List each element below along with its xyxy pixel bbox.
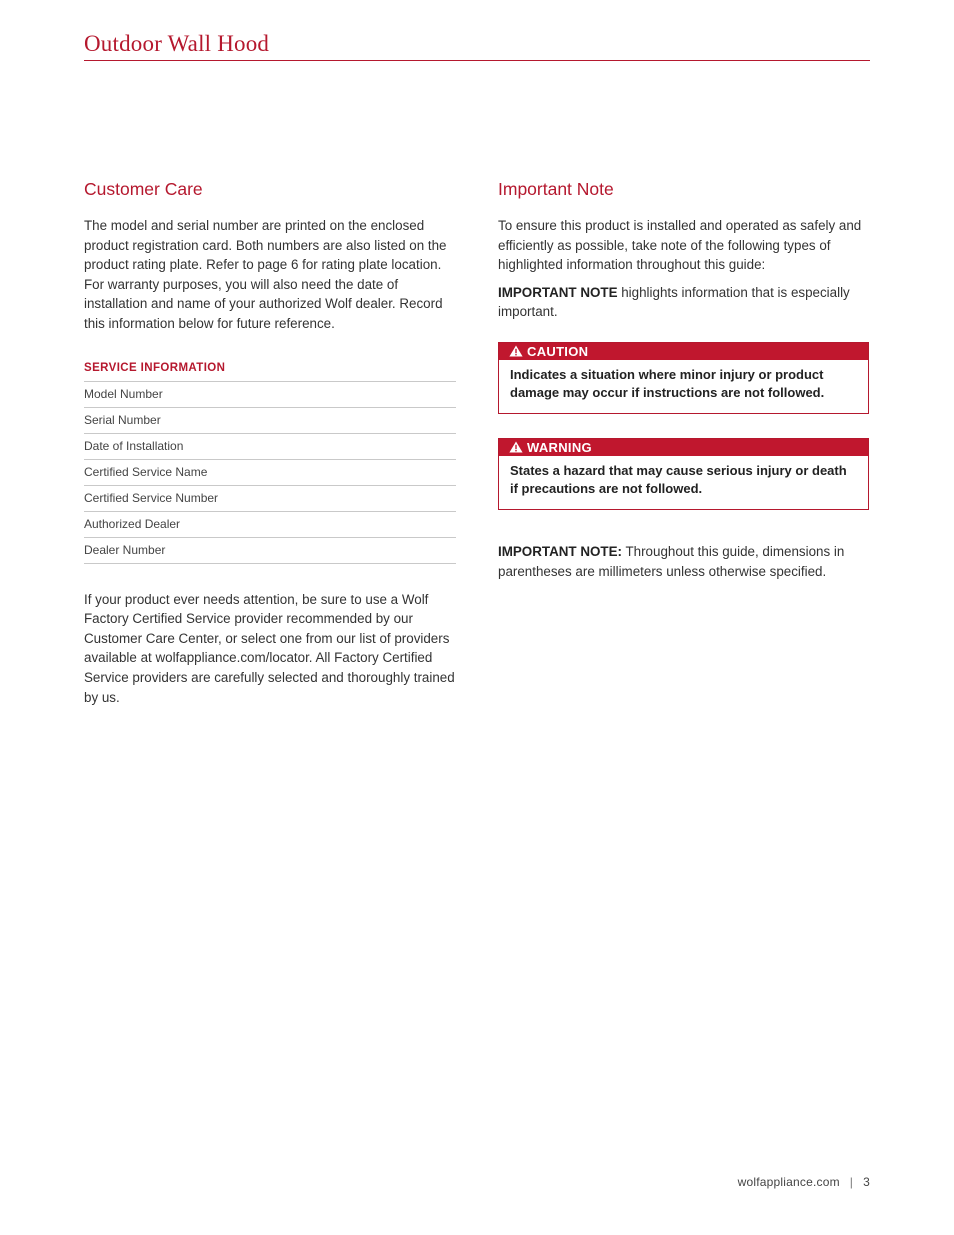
warning-triangle-icon <box>509 441 523 453</box>
footer-separator: | <box>849 1175 854 1189</box>
customer-care-column <box>84 178 458 707</box>
caution-box <box>498 342 869 414</box>
service-information-list <box>84 382 456 564</box>
service-field-certified-service-name: Certified Service Name <box>84 460 456 486</box>
warning-label: WARNING <box>527 439 592 455</box>
important-note-label: IMPORTANT NOTE <box>498 284 618 300</box>
header-rule <box>84 60 870 61</box>
warning-box <box>498 438 869 510</box>
important-note-definition-text: highlights information that is especially important. <box>498 284 850 320</box>
page-number: 3 <box>863 1175 870 1189</box>
service-field-date-of-installation: Date of Installation <box>84 434 456 460</box>
important-note-column <box>498 178 876 581</box>
caution-label: CAUTION <box>527 343 589 359</box>
service-field-dealer-number: Dealer Number <box>84 538 456 564</box>
caution-header <box>499 343 868 360</box>
service-field-certified-service-number: Certified Service Number <box>84 486 456 512</box>
customer-care-closing: If your product ever needs attention, be sure to use a Wolf Factory Certified Service provider recommended by our Customer Care Center, or select one from our list of providers available at wolfappliance.com/locator. All Factory Certified Service providers are carefully selected and thoroughly trained by us. <box>84 591 455 705</box>
warning-text: States a hazard that may cause serious injury or death if precautions are not followed. <box>510 462 847 496</box>
warning-triangle-icon <box>509 345 523 357</box>
page-title: Outdoor Wall Hood <box>84 31 270 56</box>
footer-site-link[interactable]: wolfappliance.com <box>737 1175 840 1189</box>
page-footer <box>738 1175 870 1189</box>
service-field-authorized-dealer: Authorized Dealer <box>84 512 456 538</box>
dimensions-note <box>498 542 876 581</box>
customer-care-heading: Customer Care <box>84 179 203 199</box>
service-information-heading: SERVICE INFORMATION <box>84 360 456 382</box>
important-note-definition <box>498 283 876 322</box>
important-note-heading: Important Note <box>498 179 614 199</box>
service-field-model-number: Model Number <box>84 382 456 408</box>
dimensions-note-text: Throughout this guide, dimensions in parentheses are millimeters unless otherwise specified. <box>498 543 845 579</box>
service-field-serial-number: Serial Number <box>84 408 456 434</box>
warning-header <box>499 439 868 456</box>
customer-care-intro: The model and serial number are printed on the enclosed product registration card. Both numbers are also listed on the product rating plate. Refer to page 6 for rating plate location. For warranty purposes, you will also need the date of installation and name of your authorized Wolf dealer. Record this information below for future reference. <box>84 218 447 331</box>
dimensions-note-label: IMPORTANT NOTE: <box>498 543 622 559</box>
important-note-intro: To ensure this product is installed and operated as safely and efficiently as possible, take note of the following types of highlighted information throughout this guide: <box>498 218 862 273</box>
caution-text: Indicates a situation where minor injury or product damage may occur if instructions are not followed. <box>510 366 825 400</box>
